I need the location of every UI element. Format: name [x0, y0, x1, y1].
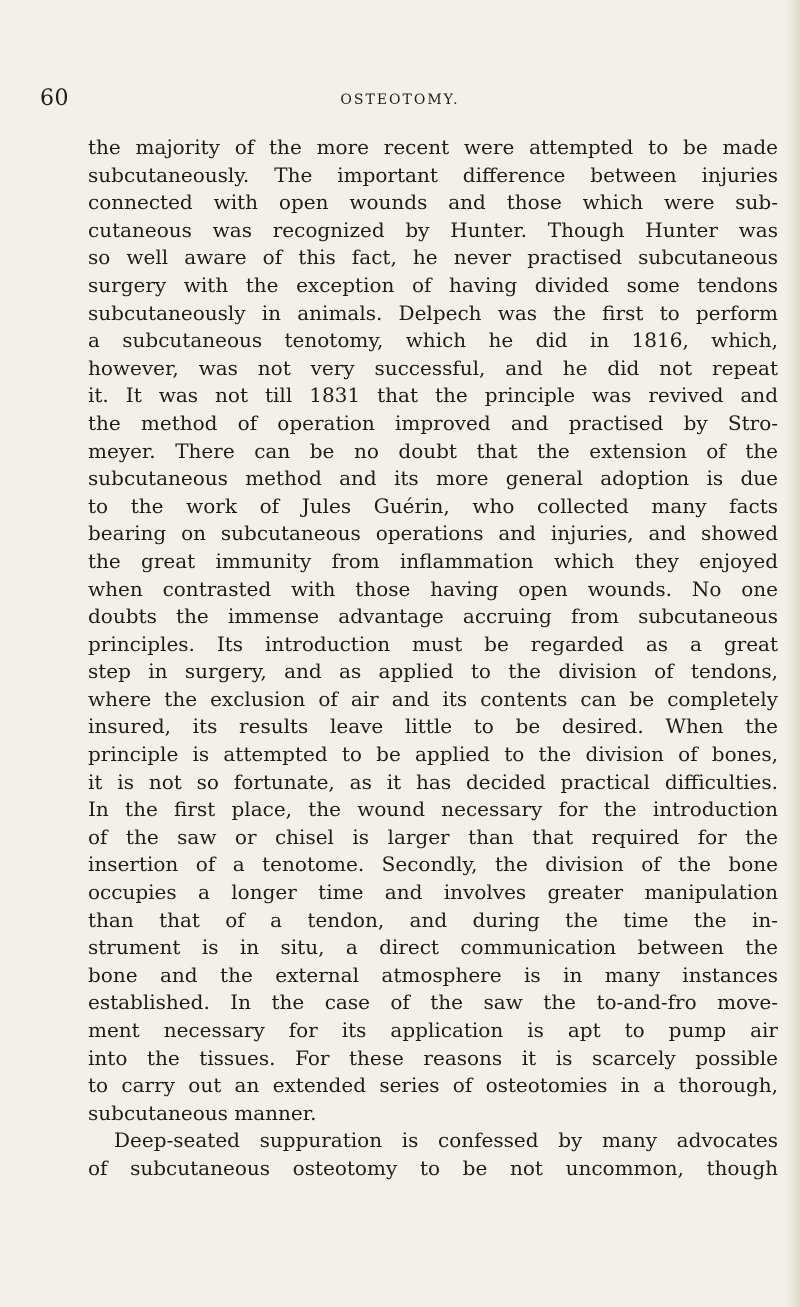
text-line: bearing on subcutaneous operations and injuries, and showed [88, 521, 778, 546]
text-line: connected with open wounds and those which were sub- [88, 190, 778, 215]
text-line: it is not so fortunate, as it has decided practical difficulties. [88, 769, 778, 794]
paragraph-end-line: subcutaneous manner. [88, 1100, 317, 1125]
text-line: bone and the external atmosphere is in many instances [88, 962, 778, 987]
text-line: strument is in situ, a direct communication between the [88, 935, 778, 960]
text-line: the majority of the more recent were attempted to be made [88, 135, 778, 159]
text-line: of the saw or chisel is larger than that required for the [88, 824, 778, 849]
text-line: principle is attempted to be applied to the division of bones, [88, 742, 778, 767]
text-line: In the first place, the wound necessary for the introduction [88, 797, 778, 822]
text-line: step in surgery, and as applied to the division of tendons, [88, 659, 778, 684]
text-line: than that of a tendon, and during the time the in- [88, 907, 778, 932]
text-line: it. It was not till 1831 that the principle was revived and [88, 383, 778, 408]
text-line: into the tissues. For these reasons it is scarcely possible [88, 1045, 778, 1070]
running-head: OSTEOTOMY. [340, 92, 460, 108]
text-line: occupies a longer time and involves greater manipulation [88, 880, 778, 905]
text-line: subcutaneous method and its more general adoption is due [88, 466, 778, 491]
text-line: to the work of Jules Guérin, who collected many facts [88, 493, 778, 518]
text-line: the great immunity from inflammation which they enjoyed [88, 548, 778, 573]
text-line: meyer. There can be no doubt that the extension of the [88, 438, 778, 463]
text-line: to carry out an extended series of osteotomies in a thorough, [88, 1073, 778, 1098]
text-line: when contrasted with those having open wounds. No one [88, 576, 778, 601]
text-line: insertion of a tenotome. Secondly, the division of the bone [88, 852, 778, 877]
text-line: doubts the immense advantage accruing from subcutaneous [88, 604, 778, 629]
text-line: principles. Its introduction must be regarded as a great [88, 631, 778, 656]
text-line: of subcutaneous osteotomy to be not uncommon, though [88, 1155, 778, 1180]
text-line: so well aware of this fact, he never practised subcutaneous [88, 245, 778, 270]
text-line: however, was not very successful, and he did not repeat [88, 355, 778, 380]
text-line: where the exclusion of air and its contents can be completely [88, 686, 778, 711]
body-text [88, 134, 778, 1183]
text-line: surgery with the exception of having divided some tendons [88, 272, 778, 297]
text-line: subcutaneously in animals. Delpech was the first to perform [88, 300, 778, 325]
page-edge-shadow [786, 0, 800, 1307]
text-line: insured, its results leave little to be desired. When the [88, 714, 778, 739]
text-line: subcutaneously. The important difference between injuries [88, 162, 778, 187]
page-number: 60 [40, 86, 69, 111]
paragraph-start-line: Deep-seated suppuration is confessed by many advocates [114, 1128, 778, 1153]
text-line: established. In the case of the saw the to-and-fro move- [88, 990, 778, 1015]
text-line: cutaneous was recognized by Hunter. Though Hunter was [88, 217, 778, 242]
text-line: a subcutaneous tenotomy, which he did in 1816, which, [88, 328, 778, 353]
text-line: ment necessary for its application is apt to pump air [88, 1018, 778, 1042]
text-line: the method of operation improved and practised by Stro- [88, 410, 778, 435]
